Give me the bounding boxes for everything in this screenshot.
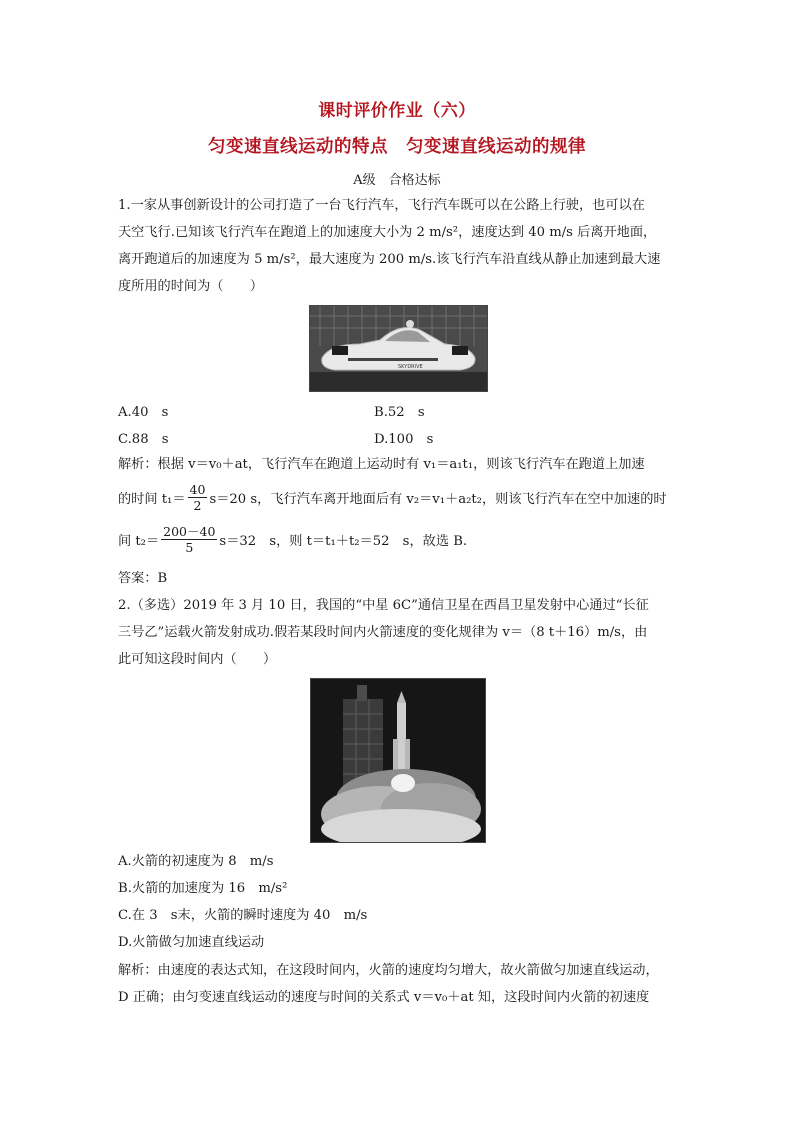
skydrive-logo-text: SKYDRIVE: [398, 364, 423, 370]
q2-line-2: 三号乙”运载火箭发射成功.假若某段时间内火箭速度的变化规律为 v＝（8 t＋16）m/s，由: [118, 625, 648, 640]
q2-option-c: C.在 3 s末，火箭的瞬时速度为 40 m/s: [118, 908, 368, 923]
q1-option-b: B.52 s: [374, 405, 425, 420]
q1-analysis-line-1: 解析：根据 v＝v₀＋at，飞行汽车在跑道上运动时有 v₁＝a₁t₁，则该飞行汽车在跑道上加速: [118, 457, 645, 472]
q1-analysis-line-2-pre: 的时间 t₁＝: [118, 492, 186, 507]
q1-analysis-line-2: [118, 482, 667, 513]
page-title: 课时评价作业（六）: [318, 101, 476, 121]
fraction-40-over-2: [188, 482, 208, 513]
q1-option-c: C.88 s: [118, 432, 169, 447]
q1-line-2: 天空飞行.已知该飞行汽车在跑道上的加速度大小为 2 m/s²，速度达到 40 m/s 后离开地面，: [118, 225, 657, 240]
fraction-numerator: 40: [189, 482, 206, 497]
q1-line-4: 度所用的时间为（ ）: [118, 279, 264, 294]
q1-line-1: 1.一家从事创新设计的公司打造了一台飞行汽车，飞行汽车既可以在公路上行驶，也可以在: [118, 198, 645, 213]
q1-option-d: D.100 s: [374, 432, 434, 447]
q2-option-a: A.火箭的初速度为 8 m/s: [118, 854, 274, 869]
q1-line-3: 离开跑道后的加速度为 5 m/s²，最大速度为 200 m/s.该飞行汽车沿直线从静止加速到最大速: [118, 252, 661, 267]
q2-option-d: D.火箭做匀加速直线运动: [118, 935, 265, 950]
fraction-numerator: 200－40: [163, 524, 216, 539]
fraction-denominator: 2: [193, 498, 202, 513]
fraction-denominator: 5: [185, 540, 194, 555]
page-subtitle: 匀变速直线运动的特点 匀变速直线运动的规律: [208, 137, 586, 157]
fraction-160-over-5: [161, 524, 217, 555]
q1-analysis-line-3: [118, 524, 467, 555]
rocket-launch-image: [310, 678, 486, 843]
q1-analysis-line-3-post: s＝32 s，则 t＝t₁＋t₂＝52 s，故选 B.: [219, 534, 468, 549]
q1-answer: 答案：B: [118, 571, 168, 586]
rocket-launch-illustration: [311, 679, 485, 842]
q2-line-3: 此可知这段时间内（ ）: [118, 652, 277, 667]
q2-line-1: 2.（多选）2019 年 3 月 10 日，我国的“中星 6C”通信卫星在西昌卫星发射中心通过“长征: [118, 598, 649, 613]
q1-analysis-line-3-pre: 间 t₂＝: [118, 534, 160, 549]
section-heading: A级 合格达标: [353, 173, 441, 188]
q1-option-a: A.40 s: [118, 405, 169, 420]
q2-option-b: B.火箭的加速度为 16 m/s²: [118, 881, 288, 896]
flying-car-illustration: [310, 306, 487, 391]
q1-analysis-line-2-post: s＝20 s，飞行汽车离开地面后有 v₂＝v₁＋a₂t₂，则该飞行汽车在空中加速的时: [209, 492, 667, 507]
q2-analysis-line-2: D 正确；由匀变速直线运动的速度与时间的关系式 v＝v₀＋at 知，这段时间内火箭的初速度: [118, 990, 650, 1005]
q2-analysis-line-1: 解析：由速度的表达式知，在这段时间内，火箭的速度均匀增大，故火箭做匀加速直线运动，: [118, 963, 659, 978]
flying-car-image: [309, 305, 488, 392]
